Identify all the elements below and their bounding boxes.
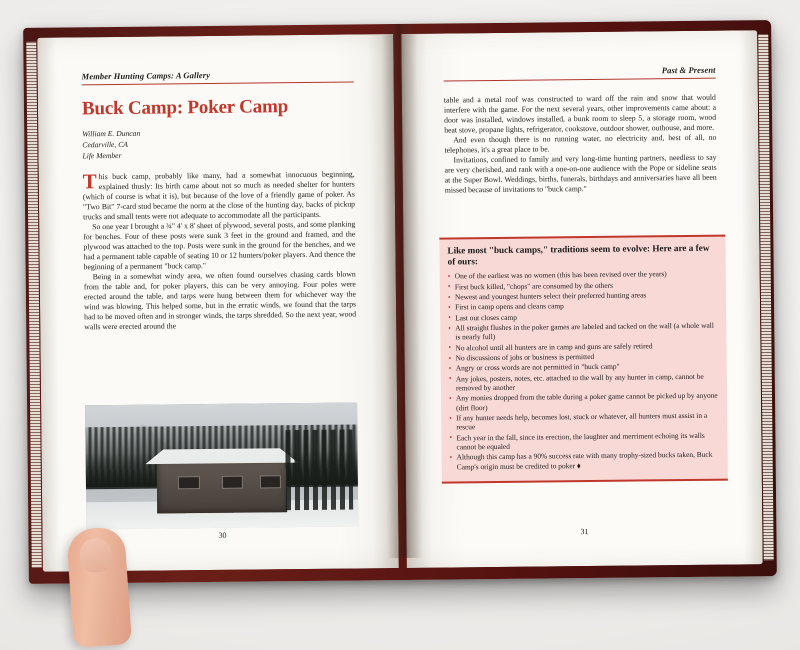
body-paragraph: Invitations, confined to family and very long-time hunting partners, needless to say are very cherished, and rank with a one-on-one audience with the Pope or sideline seats at the Super Bowl. Weddings, births, funerals, birthdays and anniversaries have all been missed because of invitations to "buck camp." [444,153,717,195]
sidebar-title: Like most "buck camps," traditions seem to evolve: Here are a few of ours: [447,242,710,267]
end-mark: ⬧ [576,460,581,470]
photo-cabin-window [222,476,243,489]
book-gutter-shadow [381,24,423,558]
list-item-text: Although this camp has a 90% success rate with many trophy-sized bucks taken, Buck Camp's origin must be credited to poker [456,450,713,472]
right-page [401,30,763,568]
list-item: • First buck killed, "chops" are consumed by the others [448,279,718,291]
right-page-text-block [444,65,717,196]
photo-cabin-window [178,476,199,489]
sidebar-list [448,269,720,472]
body-paragraph: table and a metal roof was constructed to ward off the rain and snow that would interfere with the game. For the next several years, other improvements came about: a door was installed, windows installed, a bunk room to sleep 5, a storage room, wood heat stove, propane lights, refrigerator, cookstove, outdoor shower, outhouse, and more. [443,93,717,135]
header-rule-left [82,81,354,85]
left-page [37,34,399,572]
fingernail [79,537,113,573]
running-head-right: Past & Present [661,64,716,76]
running-head-left: Member Hunting Camps: A Gallery [81,69,211,82]
body-paragraph: Being in a somewhat windy area, we often found ourselves chasing cards blown from the table and, for poker players, this can be very annoying. Four poles were erected around the table, and tarps were hung between them for whichever way the wind was blowing. This helped some, but in the erratic winds, we found that the tarps had to be moved often and in stronger winds, the tarps shredded. So the next year, wood walls were erected around the [83,269,357,332]
body-paragraph: And even though there is no running water, no electricity and, best of all, no telephones, it's a great place to be. [444,133,717,155]
list-item: • No alcohol until all hunters are in camp and guns are safely retired [448,340,718,352]
list-item: • All straight flushes in the poker games are labeled and tacked on the wall (a whole wall is nearly full) [448,321,718,342]
photo-cabin-roof [145,448,297,464]
photo-image [85,402,358,529]
left-page-text-block [82,68,357,332]
list-item: • Each year in the fall, since its erection, the laughter and merriment echoing its walls cannot be equaled [449,430,719,451]
list-item: • Any monies dropped from the table during a poker game cannot be picked up by anyone (dirt floor) [449,391,719,412]
list-item: • Any jokes, posters, notes, etc. attached to the wall by any hunter in camp, cannot be removed by another [449,371,719,392]
list-item: • Newest and youngest hunters select their preferred hunting areas [448,290,718,302]
drop-cap: T [82,169,97,194]
body-paragraph: his buck camp, probably like many, had a somewhat innocuous beginning, explained thusly: Its birth came about not so much as needed shelter for hunters (which of course is what it is), but because of the love of a friendly game of poker. As "Two Bit" 7-card stud became the norm at the close of the hunting day, backs of pickup trucks and small tents were not adequate to accommodate all the participants. [82,169,356,222]
list-item: • Last out closes camp [448,310,718,322]
photo-cabin-window [260,475,281,488]
list-item: • First in camp opens and cleans camp [448,300,718,312]
byline-location: Cedarville, CA [82,140,128,150]
byline-membership: Life Member [82,151,122,161]
photo-foreground-trees [281,430,353,510]
hand-finger [66,526,132,648]
page-number-left: 30 [218,530,227,540]
list-item: • If any hunter needs help, becomes lost, stuck or whatever, all hunters must assist in a rescue [449,411,719,432]
traditions-sidebar [439,235,728,484]
page-title: Buck Camp: Poker Camp [81,96,289,120]
header-rule-right [444,78,716,82]
list-item [450,450,720,472]
first-paragraph-block [83,170,356,223]
list-item: • One of the earliest was no women (this has been revised over the years) [448,269,718,281]
list-item: • No discussions of jobs or business is permitted [449,351,719,363]
byline-name: William E. Duncan [82,129,141,139]
cabin-photograph [85,402,358,529]
open-book [26,24,774,580]
byline [82,126,354,162]
body-paragraph: So one year I brought a ¾" 4' x 8' sheet of plywood, several posts, and some planking for benches. Four of these posts were sunk 3 feet in the ground and framed, and the plywood was attached to the top. Posts were sunk in the ground for the benches, and we had a permanent table capable of seating 10 or 12 hunters/poker players. And thence the beginning of a permanent "buck camp." [83,219,356,272]
page-number-right: 31 [580,527,589,537]
list-item: • Angry or cross words are not permitted in "buck camp" [449,361,719,373]
